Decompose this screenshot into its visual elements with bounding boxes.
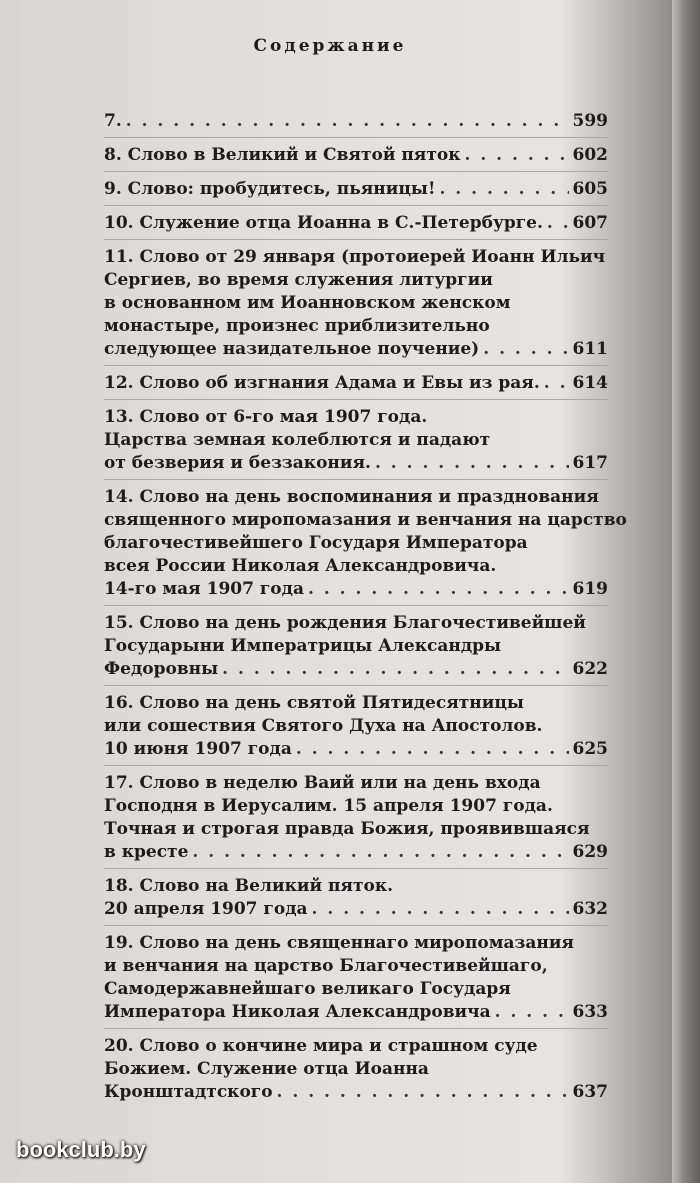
toc-entry-text: 16. Слово на день святой Пятидесятницы bbox=[104, 693, 524, 713]
toc-entry-text: всея России Николая Александровича. bbox=[104, 556, 497, 576]
toc-entry-last-line bbox=[104, 212, 608, 235]
toc-entry-text: 8. Слово в Великий и Святой пяток bbox=[104, 145, 461, 165]
toc-entry-last-line bbox=[104, 110, 608, 133]
toc-entry-line bbox=[104, 795, 608, 818]
toc-entry-text: Божием. Служение отца Иоанна bbox=[104, 1059, 429, 1079]
toc-entry-text: 12. Слово об изгнания Адама и Евы из рая. bbox=[104, 373, 540, 393]
toc-entry-text: 19. Слово на день священнаго миропомазания bbox=[104, 933, 574, 953]
watermark-logo: bookclub.by bbox=[16, 1137, 146, 1162]
dot-leader bbox=[547, 212, 569, 235]
toc-entry-line bbox=[104, 932, 608, 955]
toc-page-number: 607 bbox=[572, 213, 608, 233]
dot-leader bbox=[222, 658, 568, 681]
toc-entry-text: 9. Слово: пробудитесь, пьяницы! bbox=[104, 179, 436, 199]
toc-entry-text: от безверия и беззакония. bbox=[104, 453, 371, 473]
toc-entry-text: монастыре, произнес приблизительно bbox=[104, 316, 490, 336]
toc-entry-line bbox=[104, 875, 608, 898]
toc-entry-text: 10 июня 1907 года bbox=[104, 739, 292, 759]
toc-entry bbox=[104, 486, 627, 606]
toc-entry-text: 20. Слово о кончине мира и страшном суде bbox=[104, 1036, 538, 1056]
toc-entry-last-line bbox=[104, 372, 608, 395]
toc-entry-text: Самодержавнейшаго великаго Государя bbox=[104, 979, 511, 999]
dot-leader bbox=[312, 898, 569, 921]
toc-entry bbox=[104, 1035, 608, 1108]
toc-page-number: 611 bbox=[572, 339, 608, 359]
toc-entry-text: или сошествия Святого Духа на Апостолов. bbox=[104, 716, 543, 736]
toc-entry bbox=[104, 144, 608, 172]
toc-entry-line bbox=[104, 246, 608, 269]
toc-entry-line bbox=[104, 555, 608, 578]
toc-entry-line bbox=[104, 635, 608, 658]
toc-entry-line bbox=[104, 486, 608, 509]
toc-entry-line bbox=[104, 772, 608, 795]
toc-entry bbox=[104, 932, 608, 1029]
toc-entry-text: священного миропомазания и венчания на царство bbox=[104, 510, 627, 530]
toc-page-number: 602 bbox=[572, 145, 608, 165]
toc-entry bbox=[104, 212, 608, 240]
toc-entry bbox=[104, 772, 608, 869]
toc-entry-line bbox=[104, 692, 608, 715]
toc-entry-line bbox=[104, 292, 608, 315]
toc-entry bbox=[104, 110, 608, 138]
toc-page-number: 633 bbox=[572, 1002, 608, 1022]
toc-entry-text: Кронштадтского bbox=[104, 1082, 273, 1102]
toc-page-number: 605 bbox=[572, 179, 608, 199]
toc-entry-last-line bbox=[104, 144, 608, 167]
toc-entry-text: Царства земная колеблются и падают bbox=[104, 430, 491, 450]
page-title: Содержание bbox=[253, 36, 407, 56]
toc-entry-text: 18. Слово на Великий пяток. bbox=[104, 876, 394, 896]
dot-leader bbox=[277, 1081, 569, 1104]
toc-entry-last-line bbox=[104, 452, 608, 475]
toc-entry-line bbox=[104, 532, 608, 555]
dot-leader bbox=[296, 738, 569, 761]
toc-entry-last-line bbox=[104, 1001, 608, 1024]
toc-entry bbox=[104, 178, 608, 206]
toc-entry-text: 14. Слово на день воспоминания и празднования bbox=[104, 487, 599, 507]
dot-leader bbox=[465, 144, 569, 167]
toc-page-number: 622 bbox=[572, 659, 608, 679]
toc-entry-line bbox=[104, 1058, 608, 1081]
toc-entry-last-line bbox=[104, 898, 608, 921]
toc-entry-text: Федоровны bbox=[104, 659, 219, 679]
toc-entry-last-line bbox=[104, 738, 608, 761]
toc-entry bbox=[104, 875, 608, 926]
toc-entry-text: Государыни Императрицы Александры bbox=[104, 636, 502, 656]
toc-entry-line bbox=[104, 955, 608, 978]
toc-entry-text: благочестивейшего Государя Императора bbox=[104, 533, 528, 553]
toc-entry-text: в основанном им Иоанновском женском bbox=[104, 293, 511, 313]
toc-page-number: 637 bbox=[572, 1082, 608, 1102]
toc-entry-last-line bbox=[104, 178, 608, 201]
toc-entry bbox=[104, 692, 608, 766]
toc-entry-last-line bbox=[104, 658, 608, 681]
toc-entry-text: 10. Служение отца Иоанна в С.-Петербурге. bbox=[104, 213, 543, 233]
toc-entry-line bbox=[104, 715, 608, 738]
toc-entry-line bbox=[104, 509, 627, 532]
toc-entry bbox=[104, 406, 608, 480]
toc-entry-text: в кресте bbox=[104, 842, 189, 862]
toc-entry-line bbox=[104, 429, 608, 452]
toc-entry-line bbox=[104, 1035, 608, 1058]
toc-entry-text: Точная и строгая правда Божия, проявившаяся bbox=[104, 819, 590, 839]
dot-leader bbox=[192, 841, 568, 864]
toc-page-number: 599 bbox=[572, 111, 608, 131]
toc-entry-text: Сергиев, во время служения литургии bbox=[104, 270, 493, 290]
toc-page-number: 617 bbox=[572, 453, 608, 473]
dot-leader bbox=[308, 578, 569, 601]
toc-page-number: 629 bbox=[572, 842, 608, 862]
toc-page-number: 625 bbox=[572, 739, 608, 759]
toc-entry bbox=[104, 612, 608, 686]
toc-entry-last-line bbox=[104, 1081, 608, 1104]
toc-entry-text: 14-го мая 1907 года bbox=[104, 579, 304, 599]
dot-leader bbox=[544, 372, 569, 395]
toc-entry-text: Господня в Иерусалим. 15 апреля 1907 года. bbox=[104, 796, 553, 816]
toc-entry-line bbox=[104, 978, 608, 1001]
toc-page-number: 632 bbox=[572, 899, 608, 919]
toc-entry-last-line bbox=[104, 338, 608, 361]
toc-entry-text: и венчания на царство Благочестивейшаго, bbox=[104, 956, 548, 976]
toc-entry-text: 13. Слово от 6-го мая 1907 года. bbox=[104, 407, 428, 427]
dot-leader bbox=[126, 110, 569, 133]
dot-leader bbox=[375, 452, 569, 475]
toc-entry-line bbox=[104, 818, 608, 841]
toc-entry-line bbox=[104, 612, 608, 635]
toc-entry-text: 7. bbox=[104, 111, 122, 131]
toc-entry-text: 11. Слово от 29 января (протоиерей Иоанн Ильич bbox=[104, 247, 606, 267]
dot-leader bbox=[495, 1001, 569, 1024]
dot-leader bbox=[439, 178, 568, 201]
toc-entry-text: 17. Слово в неделю Ваий или на день входа bbox=[104, 773, 541, 793]
toc-entry-line bbox=[104, 406, 608, 429]
toc-entry-last-line bbox=[104, 578, 608, 601]
toc-entry-text: следующее назидательное поучение) bbox=[104, 339, 480, 359]
toc-entry-line bbox=[104, 269, 608, 292]
table-of-contents bbox=[104, 110, 627, 1114]
toc-entry-text: Императора Николая Александровича bbox=[104, 1002, 491, 1022]
toc-page-number: 614 bbox=[572, 373, 608, 393]
toc-entry-text: 15. Слово на день рождения Благочестивейшей bbox=[104, 613, 586, 633]
toc-entry-text: 20 апреля 1907 года bbox=[104, 899, 308, 919]
toc-entry-last-line bbox=[104, 841, 608, 864]
toc-entry bbox=[104, 246, 608, 366]
page-edge-shadow bbox=[672, 0, 700, 1183]
toc-entry bbox=[104, 372, 608, 400]
toc-page-number: 619 bbox=[572, 579, 608, 599]
toc-entry-line bbox=[104, 315, 608, 338]
dot-leader bbox=[483, 338, 568, 361]
